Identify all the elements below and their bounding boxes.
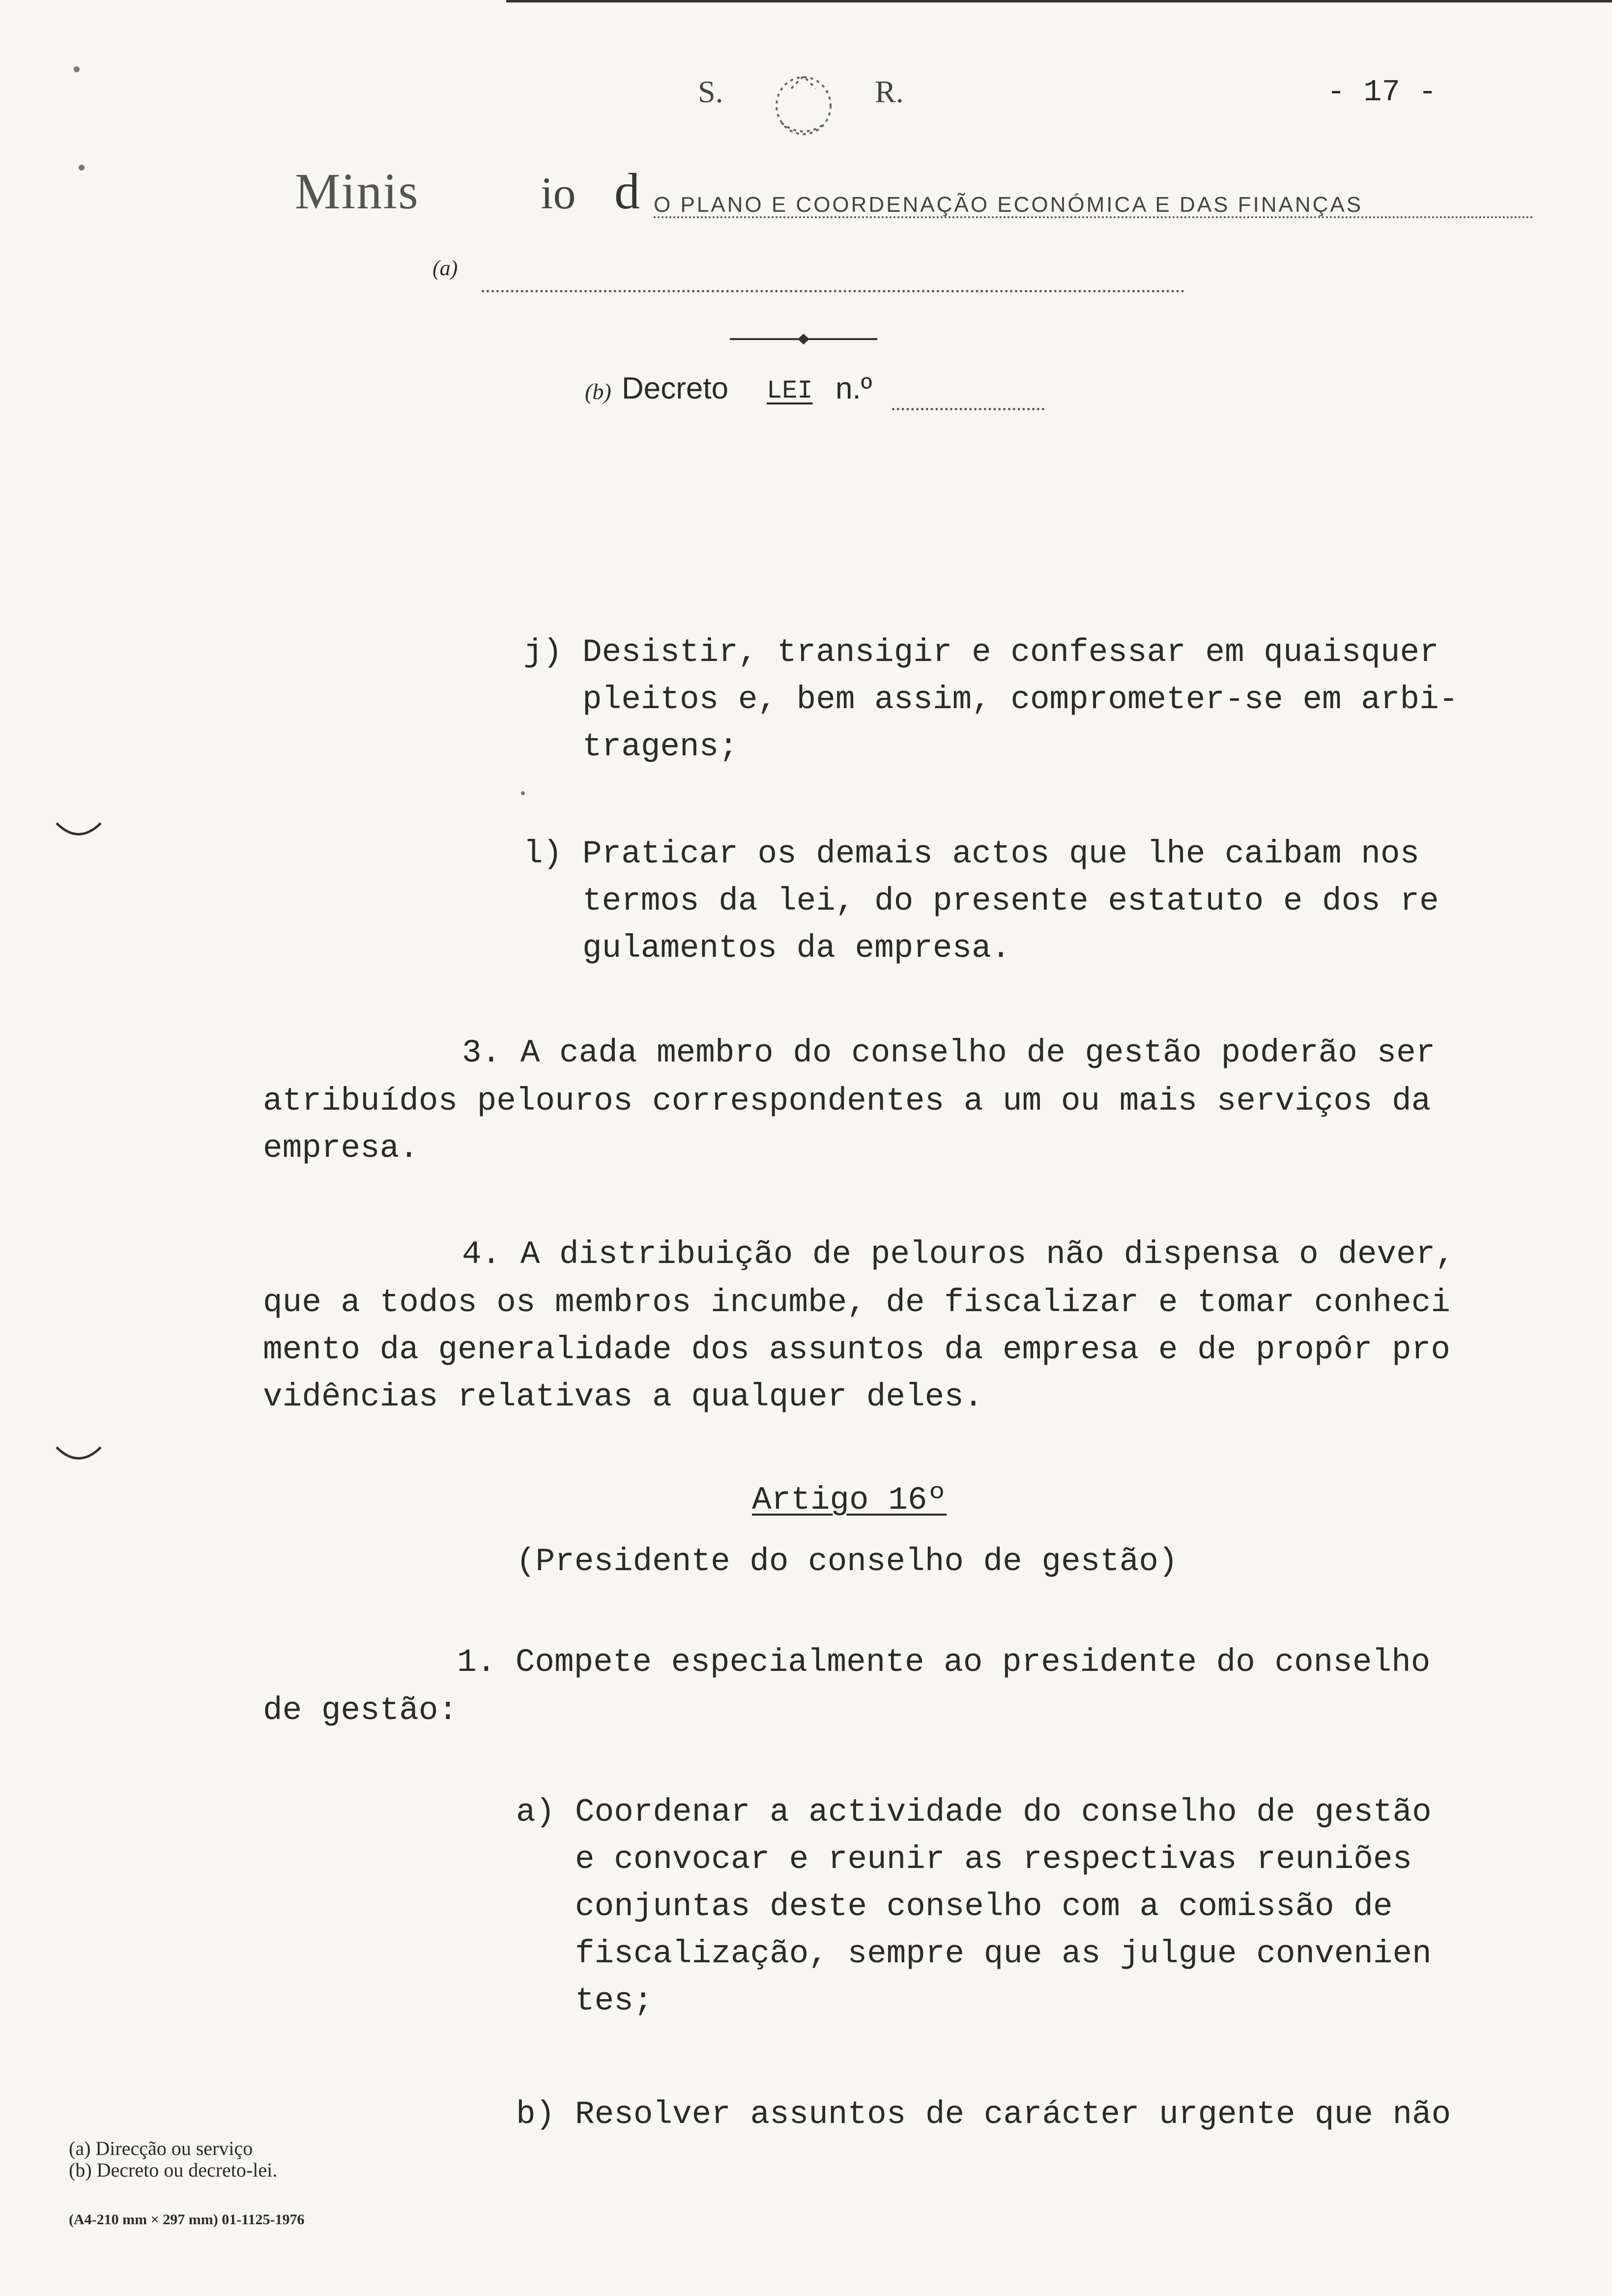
ministry-mid: io [541, 168, 576, 218]
ornament-divider-icon [730, 332, 877, 346]
item-marker: j) [523, 634, 563, 671]
text-line: vidências relativas a qualquer deles. [263, 1378, 983, 1415]
ministry-dotted-line [654, 216, 1533, 218]
text-line: fiscalização, sempre que as julgue convenien [575, 1935, 1432, 1972]
item-text [582, 831, 1439, 972]
paragraph-continuation [263, 1078, 1431, 1172]
text-line: pleitos e, bem assim, comprometer-se em arbi- [582, 681, 1459, 718]
label-a: (a) [432, 256, 458, 280]
ministry-d: d [614, 163, 640, 220]
punch-mark-icon [54, 818, 103, 848]
direction-dotted-line [482, 290, 1184, 292]
ministry-name: O PLANO E COORDENAÇÃO ECONÓMICA E DAS FINANÇAS [654, 193, 1363, 217]
text-line: gulamentos da empresa. [582, 930, 1011, 967]
item-marker: a) [516, 1794, 555, 1831]
paragraph-first-line: 1. Compete especialmente ao presidente do conselho [457, 1644, 1431, 1681]
decreto-label: Decreto [622, 372, 729, 405]
scan-speck [79, 165, 85, 171]
text-line: empresa. [263, 1130, 419, 1167]
text-line: tes; [575, 1982, 653, 2019]
text-line: Desistir, transigir e confessar em quaisquer [582, 634, 1439, 671]
paragraph-continuation [263, 1279, 1450, 1421]
footnote-a: (a) Direcção ou serviço [69, 2137, 253, 2159]
paragraph-first-line: 3. A cada membro do conselho de gestão poderão ser [462, 1034, 1436, 1071]
text-line: conjuntas deste conselho com a comissão de [575, 1888, 1393, 1925]
coat-of-arms-seal-icon [762, 69, 845, 143]
page-number: - 17 - [1327, 75, 1437, 110]
item-text [582, 629, 1458, 771]
decreto-lei-handwritten: LEI [767, 376, 813, 405]
ministry-prefix: Minis [295, 163, 419, 220]
seal-letter-s: S. [698, 74, 723, 109]
text-line: e convocar e reunir as respectivas reuniões [575, 1841, 1412, 1878]
punch-mark-icon [54, 1442, 103, 1472]
item-text [575, 2091, 1451, 2138]
scan-speck [74, 66, 80, 72]
article-subtitle: (Presidente do conselho de gestão) [516, 1543, 1178, 1580]
article-title: Artigo 16º [752, 1482, 947, 1519]
paragraph-first-line: 4. A distribuição de pelouros não dispensa o dever, [462, 1236, 1455, 1273]
text-line: mento da generalidade dos assuntos da empresa e de propôr pro [263, 1331, 1450, 1368]
top-border-rule [506, 0, 1612, 2]
item-marker: b) [516, 2096, 555, 2133]
text-line: de gestão: [263, 1692, 458, 1729]
text-line: Praticar os demais actos que lhe caibam nos [582, 835, 1420, 872]
item-marker: l) [523, 835, 563, 872]
form-code: (A4-210 mm × 297 mm) 01-1125-1976 [69, 2211, 305, 2228]
paragraph-continuation [263, 1687, 458, 1734]
seal-letter-r: R. [875, 74, 904, 109]
text-line: Coordenar a actividade do conselho de gestão [575, 1794, 1432, 1831]
text-line: tragens; [582, 728, 738, 765]
decreto-number-label: n.º [835, 372, 872, 405]
text-line: termos da lei, do presente estatuto e dos re [582, 883, 1439, 919]
text-line: que a todos os membros incumbe, de fiscalizar e tomar conheci [263, 1284, 1450, 1321]
footnote-b: (b) Decreto ou decreto-lei. [69, 2159, 278, 2181]
decreto-number-dotted-line [892, 408, 1044, 410]
label-b: (b) [585, 379, 611, 404]
text-line: Resolver assuntos de carácter urgente que não [575, 2096, 1451, 2133]
item-text [575, 1789, 1432, 2025]
text-line: atribuídos pelouros correspondentes a um ou mais serviços da [263, 1083, 1431, 1119]
scan-speck [521, 791, 525, 795]
